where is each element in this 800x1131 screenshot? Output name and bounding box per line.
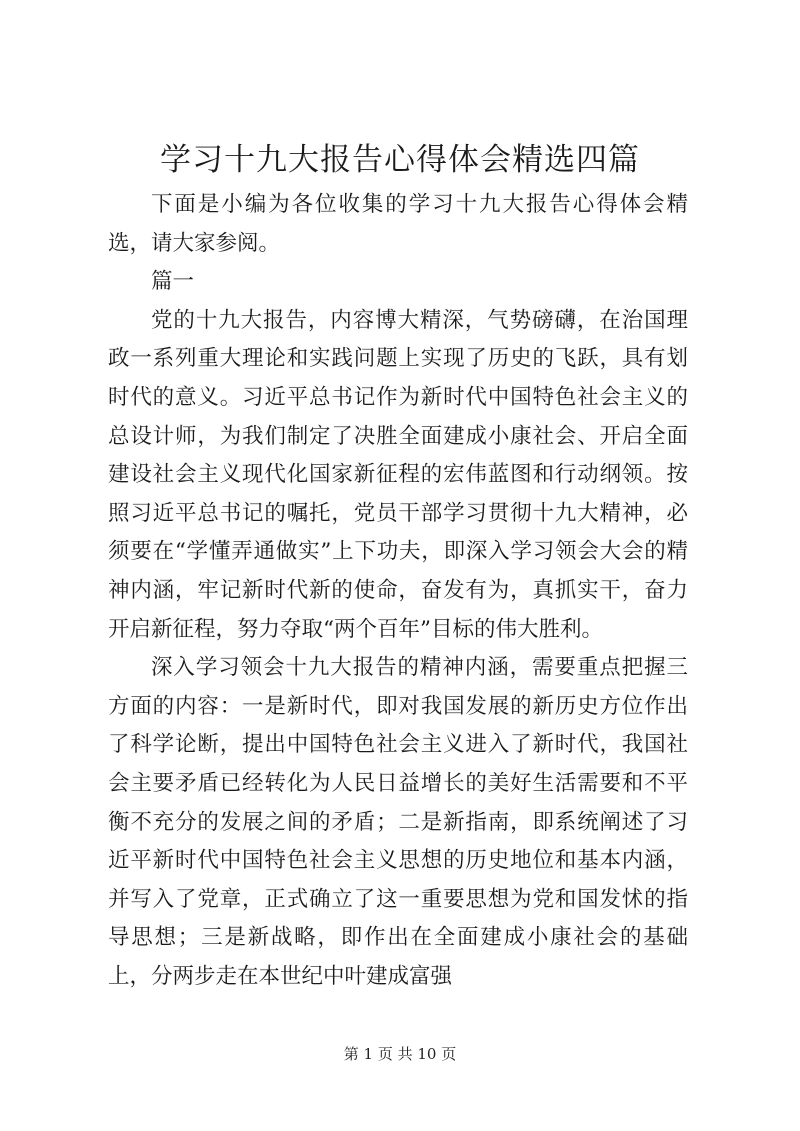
- section-heading-part-one: 篇一: [151, 269, 195, 295]
- document-title: 学习十九大报告心得体会精选四篇: [160, 142, 640, 178]
- body-paragraph: 深入学习领会十九大报告的精神内涵，需要重点把握三方面的内容：一是新时代，即对我国发展的新历史方位作出了科学论断，提出中国特色社会主义进入了新时代，我国社会主要矛盾已经转化为人民日益增长的美好生活需要和不平衡不充分的发展之间的矛盾；二是新指南，即系统阐述了习近平新时代中国特色社会主义思想的历史地位和基本内涵，并写入了党章，正式确立了这一重要思想为党和国发怵的指导思想；三是新战略，即作出在全面建成小康社会的基础上，分两步走在本世纪中叶建成富强: [108, 655, 688, 989]
- page-footer: 第 1 页 共 10 页: [343, 1045, 457, 1063]
- intro-paragraph: 下面是小编为各位收集的学习十九大报告心得体会精选，请大家参阅。: [108, 192, 688, 256]
- document-body: [108, 186, 688, 996]
- body-paragraph: 党的十九大报告，内容博大精深，气势磅礴，在治国理政一系列重大理论和实践问题上实现了历史的飞跃，具有划时代的意义。习近平总书记作为新时代中国特色社会主义的总设计师，为我们制定了决胜全面建成小康社会、开启全面建设社会主义现代化国家新征程的宏伟蓝图和行动纲领。按照习近平总书记的嘱托，党员干部学习贯彻十九大精神，必须要在“学懂弄通做实”上下功夫，即深入学习领会大会的精神内涵，牢记新时代新的使命，奋发有为，真抓实干，奋力开启新征程，努力夺取“两个百年”目标的伟大胜利。: [108, 307, 688, 642]
